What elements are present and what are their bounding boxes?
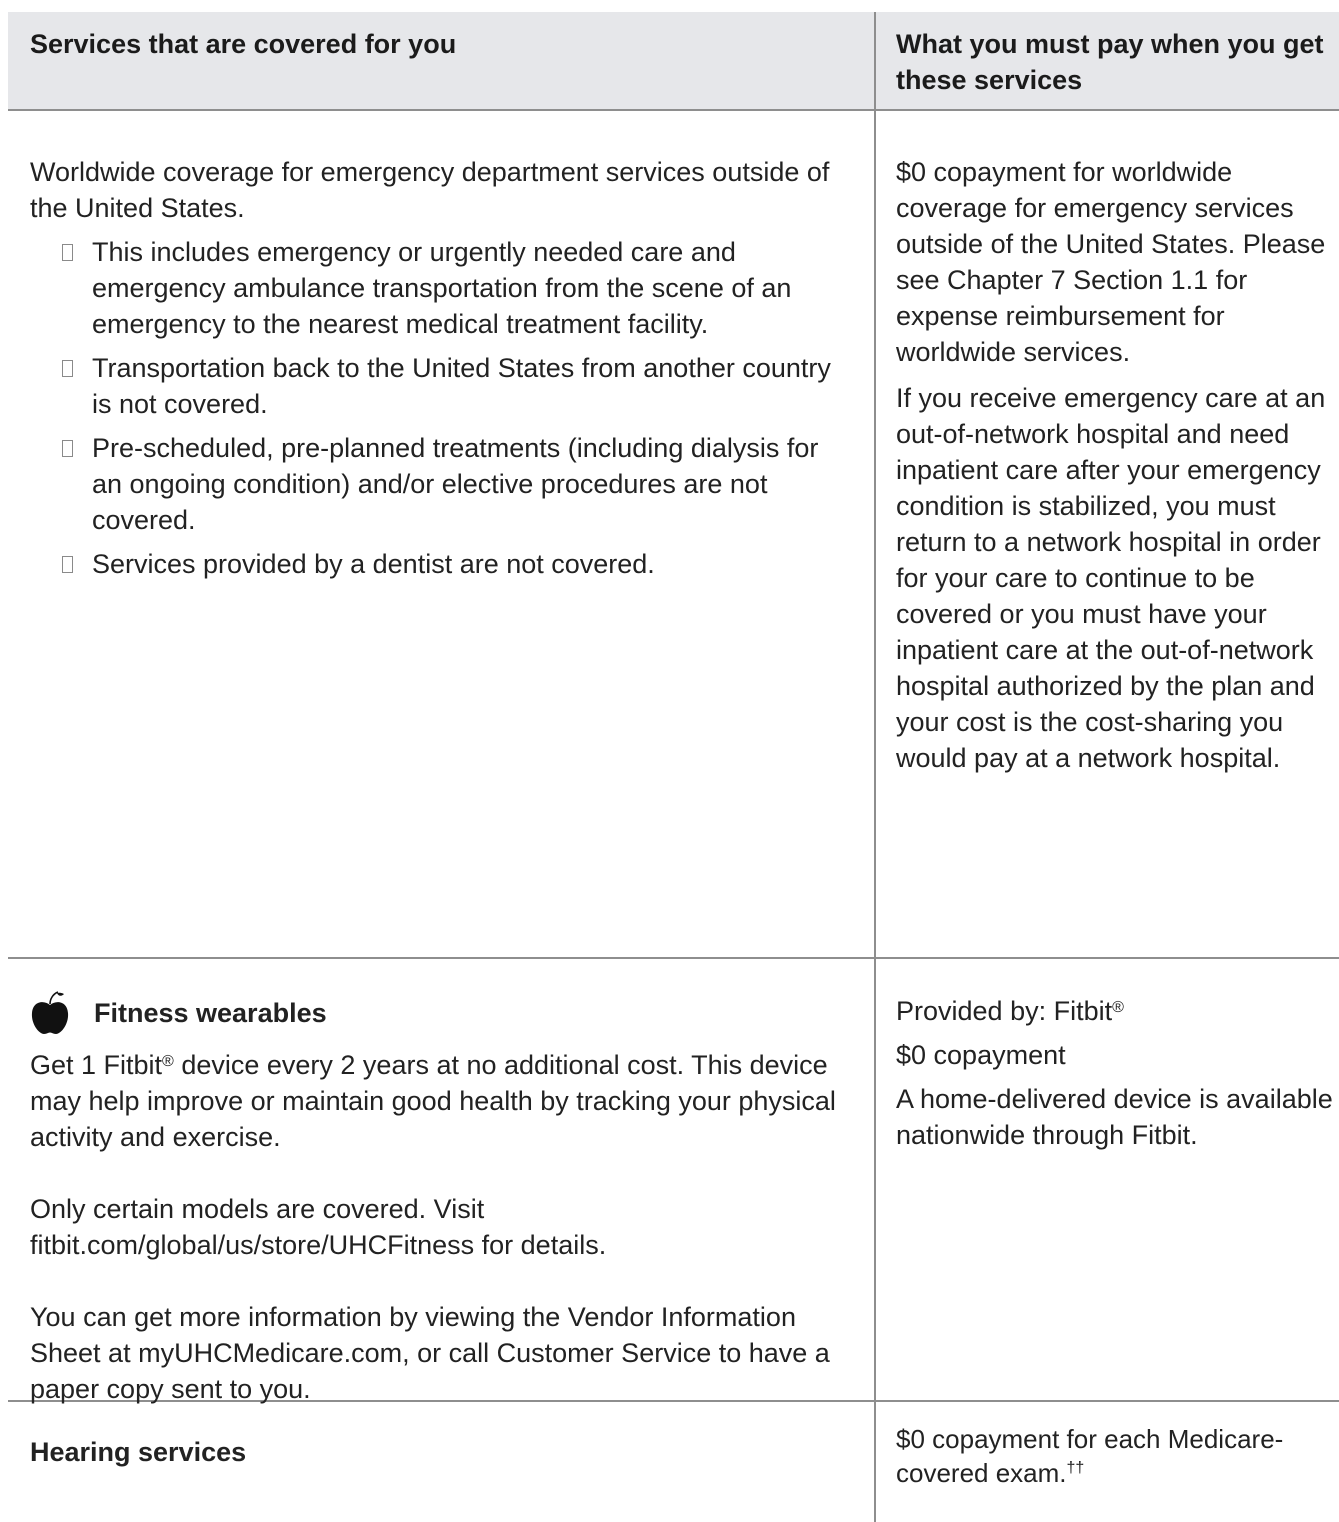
- bullet-box-icon: [62, 360, 73, 377]
- table-header-row: [8, 12, 1339, 111]
- bullet-box-icon: [62, 556, 73, 573]
- worldwide-description: [8, 111, 874, 957]
- fitness-description-p2: Only certain models are covered. Visit fitbit.com/global/us/store/UHCFitness for details.: [30, 1194, 607, 1260]
- fitness-provider: Provided by: Fitbit®: [896, 996, 1124, 1026]
- bullet-box-icon: [62, 244, 73, 261]
- worldwide-bullets: [30, 234, 854, 582]
- worldwide-cost: [874, 111, 1339, 957]
- bullet-box-icon: [62, 440, 73, 457]
- list-item: Services provided by a dentist are not covered.: [30, 546, 854, 582]
- benefits-table: [8, 12, 1339, 1522]
- worldwide-intro: Worldwide coverage for emergency department services outside of the United States.: [30, 157, 830, 223]
- apple-icon: [30, 991, 70, 1035]
- fitness-cost: [874, 959, 1339, 1400]
- hearing-description: [8, 1402, 874, 1522]
- hearing-cost: $0 copayment for each Medicare-covered exam.††: [874, 1402, 1339, 1522]
- header-services: Services that are covered for you: [30, 29, 457, 59]
- fitness-description-p3: You can get more information by viewing the Vendor Information Sheet at myUHCMedicare.com, or call Customer Service to have a paper copy sent to you.: [30, 1302, 830, 1404]
- table-row-fitness: [8, 959, 1339, 1402]
- hearing-title: Hearing services: [30, 1437, 247, 1467]
- table-row-worldwide: [8, 111, 1339, 959]
- worldwide-cost-copay: $0 copayment for worldwide coverage for emergency services outside of the United States. Please see Chapter 7 Section 1.1 for expense reimbursement for worldwide services.: [896, 157, 1326, 367]
- fitness-description-p1: Get 1 Fitbit® device every 2 years at no additional cost. This device may help improve or maintain good health by tracking your physical activity and exercise.: [30, 1050, 836, 1152]
- table-row-hearing: [8, 1402, 1339, 1522]
- fitness-title: Fitness wearables: [30, 991, 854, 1035]
- list-item: This includes emergency or urgently needed care and emergency ambulance transportation from the scene of an emergency to the nearest medical treatment facility.: [30, 234, 854, 342]
- worldwide-cost-inpatient: If you receive emergency care at an out-of-network hospital and need inpatient care after your emergency condition is stabilized, you must return to a network hospital in order for your care to continue to be covered or you must have your inpatient care at the out-of-network hospital authorized by the plan and your cost is the cost-sharing you would pay at a network hospital.: [896, 383, 1326, 773]
- fitness-description: [8, 959, 874, 1404]
- header-cost: What you must pay when you get these services: [874, 12, 1339, 109]
- list-item: Pre-scheduled, pre-planned treatments (including dialysis for an ongoing condition) and/or elective procedures are not covered.: [30, 430, 854, 538]
- fitness-copay: $0 copayment: [896, 1040, 1066, 1070]
- list-item: Transportation back to the United States from another country is not covered.: [30, 350, 854, 422]
- fitness-note: A home-delivered device is available nationwide through Fitbit.: [896, 1084, 1333, 1150]
